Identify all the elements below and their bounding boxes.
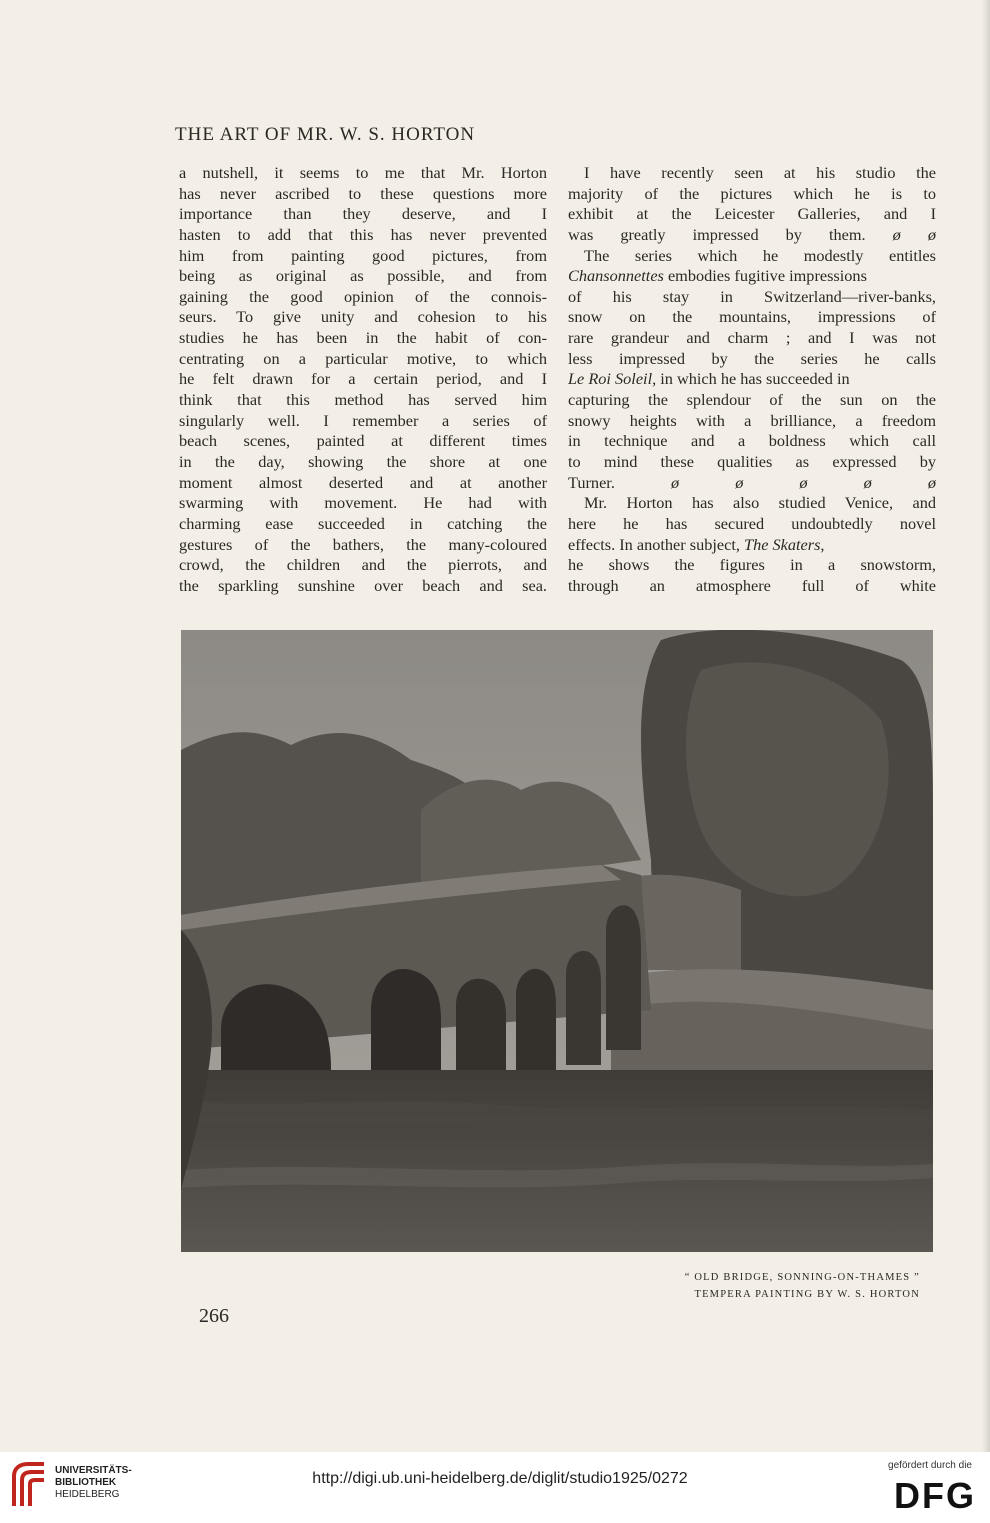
text-line: of his stay in Switzerland—river-banks,: [568, 286, 936, 306]
text-line: less impressed by the series he calls: [568, 348, 936, 368]
library-name-line: BIBLIOTHEK: [55, 1477, 117, 1488]
text-line: crowd, the children and the pierrots, and: [179, 555, 547, 575]
text-line: capturing the splendour of the sun on the: [568, 390, 936, 410]
text-line: beach scenes, painted at different times: [179, 431, 547, 451]
text-line: the sparkling sunshine over beach and sea.: [179, 575, 547, 595]
text-line: in the day, showing the shore at one: [179, 451, 547, 471]
caption-title: “ OLD BRIDGE, SONNING-ON-THAMES ”: [684, 1272, 920, 1283]
text-line: I have recently seen at his studio the: [584, 163, 936, 182]
ornament: ø ø: [892, 224, 936, 244]
text-line: he shows the figures in a snowstorm,: [568, 555, 936, 575]
text-line: The series which he modestly entitles: [584, 245, 936, 265]
text-line: snow on the mountains, impressions of: [568, 307, 936, 327]
bridge-painting-illustration: [181, 630, 933, 1252]
text-line: gaining the good opinion of the connois-: [179, 286, 547, 306]
italic-title: The Skaters,: [744, 534, 825, 554]
right-text-column: [568, 163, 936, 596]
library-name-line: UNIVERSITÄTS-: [55, 1465, 132, 1476]
painting-plate: [181, 630, 933, 1252]
plate-caption: [620, 1269, 920, 1303]
permalink-url[interactable]: http://digi.ub.uni-heidelberg.de/diglit/studio1925/0272: [312, 1470, 688, 1487]
ornament: ø ø ø ø ø: [670, 472, 936, 492]
text-fragment: effects. In another subject,: [568, 534, 745, 554]
text-line: gestures of the bathers, the many-coloured: [179, 534, 547, 554]
text-line: a nutshell, it seems to me that Mr. Horton: [179, 163, 547, 182]
text-line: [568, 369, 936, 390]
library-name: [55, 1465, 132, 1501]
text-line: he felt drawn for a certain period, and I: [179, 369, 547, 389]
italic-title: Le Roi Soleil,: [568, 369, 657, 389]
text-fragment: was greatly impressed by them.: [568, 224, 866, 244]
left-text-column: [179, 163, 547, 596]
text-line: [568, 473, 936, 494]
text-line: think that this method has served him: [179, 390, 547, 410]
text-line: in technique and a boldness which call: [568, 431, 936, 451]
text-line: importance than they deserve, and I: [179, 204, 547, 224]
text-line: [568, 266, 936, 287]
italic-title: Chansonnettes: [568, 266, 664, 286]
text-line: moment almost deserted and at another: [179, 472, 547, 492]
text-line: hasten to add that this has never prevented: [179, 224, 547, 244]
text-line: centrating on a particular motive, to which: [179, 348, 547, 368]
text-line: has never ascribed to these questions more: [179, 183, 547, 203]
text-line: majority of the pictures which he is to: [568, 183, 936, 203]
text-line: Mr. Horton has also studied Venice, and: [584, 493, 936, 513]
text-line: swarming with movement. He had with: [179, 493, 547, 513]
text-line: him from painting good pictures, from: [179, 245, 547, 265]
caption-credit: TEMPERA PAINTING BY W. S. HORTON: [694, 1289, 920, 1300]
page-number: 266: [199, 1305, 229, 1327]
text-line: [568, 225, 936, 246]
text-line: studies he has been in the habit of con-: [179, 328, 547, 348]
dfg-logo: DFG: [894, 1475, 976, 1516]
text-line: being as original as possible, and from: [179, 266, 547, 286]
text-fragment: embodies fugitive impressions: [663, 266, 867, 286]
text-line: rare grandeur and charm ; and I was not: [568, 328, 936, 348]
text-line: here he has secured undoubtedly novel: [568, 513, 936, 533]
library-logo-icon: [10, 1462, 48, 1508]
text-fragment: Turner.: [568, 472, 615, 492]
text-line: exhibit at the Leicester Galleries, and I: [568, 204, 936, 224]
text-line: through an atmosphere full of white: [568, 575, 936, 595]
text-line: charming ease succeeded in catching the: [179, 513, 547, 533]
text-fragment: in which he has succeeded in: [656, 369, 850, 389]
library-name-line: HEIDELBERG: [55, 1489, 120, 1500]
text-line: [568, 535, 936, 556]
text-line: singularly well. I remember a series of: [179, 410, 547, 430]
text-line: snowy heights with a brilliance, a freedom: [568, 410, 936, 430]
funder-label: gefördert durch die: [888, 1460, 972, 1471]
text-line: to mind these qualities as expressed by: [568, 451, 936, 471]
text-line: seurs. To give unity and cohesion to his: [179, 307, 547, 327]
running-head: THE ART OF MR. W. S. HORTON: [175, 124, 476, 145]
